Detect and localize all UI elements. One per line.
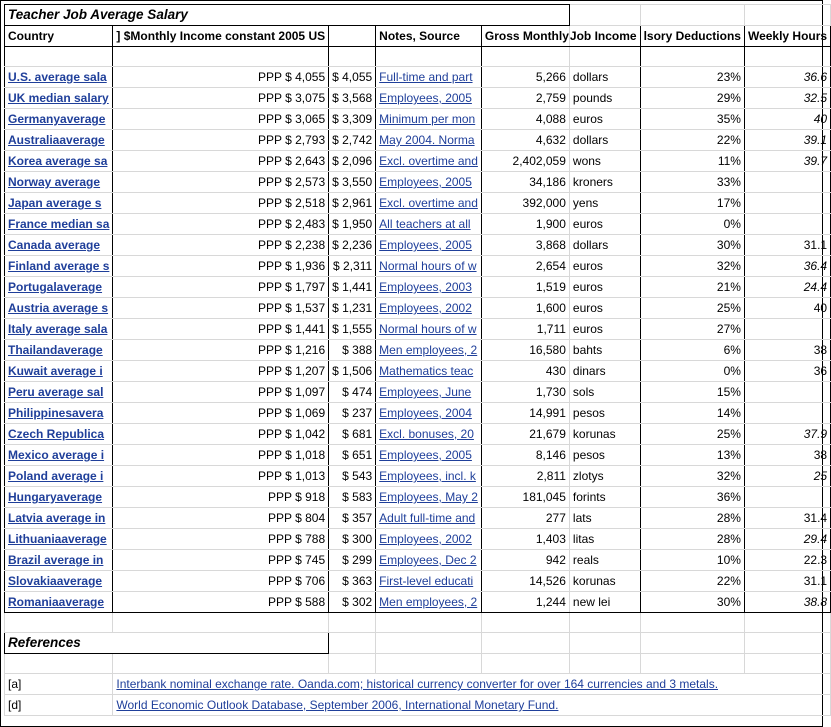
ppp-income-cell[interactable]: PPP $ 788 (113, 529, 329, 550)
table-row (5, 298, 831, 319)
empty-row (5, 613, 831, 633)
usd-income-cell[interactable]: $ 302 (329, 592, 376, 613)
currency-cell[interactable]: euros (569, 277, 640, 298)
notes-cell[interactable]: Mathematics teac (376, 361, 482, 382)
ppp-income-cell[interactable]: PPP $ 1,216 (113, 340, 329, 361)
country-cell[interactable]: Romaniaaverage (5, 592, 113, 613)
weekly-hours-cell[interactable]: 40 (744, 298, 830, 319)
currency-cell[interactable]: euros (569, 109, 640, 130)
header-deductions[interactable]: lsory Deductions (640, 26, 744, 47)
table-row (5, 571, 831, 592)
table-row (5, 214, 831, 235)
deductions-cell[interactable]: 30% (640, 592, 744, 613)
ppp-income-cell[interactable]: PPP $ 2,573 (113, 172, 329, 193)
usd-income-cell[interactable]: $ 1,231 (329, 298, 376, 319)
ppp-income-cell[interactable]: PPP $ 2,643 (113, 151, 329, 172)
gross-monthly-cell[interactable]: 942 (481, 550, 569, 571)
deductions-cell[interactable]: 25% (640, 424, 744, 445)
weekly-hours-cell[interactable]: 39.7 (744, 151, 830, 172)
currency-cell[interactable]: lats (569, 508, 640, 529)
table-row (5, 172, 831, 193)
weekly-hours-cell[interactable]: 39.1 (744, 130, 830, 151)
currency-cell[interactable]: euros (569, 214, 640, 235)
weekly-hours-cell[interactable]: 25 (744, 466, 830, 487)
usd-income-cell[interactable]: $ 474 (329, 382, 376, 403)
deductions-cell[interactable]: 0% (640, 214, 744, 235)
ppp-income-cell[interactable]: PPP $ 3,065 (113, 109, 329, 130)
ppp-income-cell[interactable]: PPP $ 1,537 (113, 298, 329, 319)
table-row (5, 487, 831, 508)
weekly-hours-cell[interactable]: 38.8 (744, 592, 830, 613)
country-cell[interactable]: UK median salary (5, 88, 113, 109)
country-cell[interactable]: Italy average sala (5, 319, 113, 340)
gross-monthly-cell[interactable]: 2,811 (481, 466, 569, 487)
ppp-income-cell[interactable]: PPP $ 1,013 (113, 466, 329, 487)
salary-table (4, 4, 831, 716)
deductions-cell[interactable]: 22% (640, 571, 744, 592)
usd-income-cell[interactable]: $ 237 (329, 403, 376, 424)
deductions-cell[interactable]: 33% (640, 172, 744, 193)
header-row (5, 26, 831, 47)
header-country[interactable]: Country (5, 26, 113, 47)
title-row (5, 5, 831, 26)
reference-item (5, 695, 831, 716)
weekly-hours-cell[interactable]: 29.4 (744, 529, 830, 550)
notes-cell[interactable]: Adult full-time and (376, 508, 482, 529)
country-cell[interactable]: Kuwait average i (5, 361, 113, 382)
weekly-hours-cell[interactable]: 36 (744, 361, 830, 382)
notes-cell[interactable]: Normal hours of w (376, 319, 482, 340)
weekly-hours-cell[interactable]: 32.5 (744, 88, 830, 109)
usd-income-cell[interactable]: $ 583 (329, 487, 376, 508)
table-row (5, 445, 831, 466)
empty-row (5, 654, 831, 674)
usd-income-cell[interactable]: $ 2,311 (329, 256, 376, 277)
usd-income-cell[interactable]: $ 3,568 (329, 88, 376, 109)
weekly-hours-cell[interactable] (744, 403, 830, 424)
usd-income-cell[interactable]: $ 1,555 (329, 319, 376, 340)
table-row (5, 382, 831, 403)
gross-monthly-cell[interactable]: 1,403 (481, 529, 569, 550)
weekly-hours-cell[interactable]: 40 (744, 109, 830, 130)
country-cell[interactable]: Norway average (5, 172, 113, 193)
sheet-title: Teacher Job Average Salary (5, 5, 570, 26)
ppp-income-cell[interactable]: PPP $ 2,518 (113, 193, 329, 214)
currency-cell[interactable]: dollars (569, 130, 640, 151)
deductions-cell[interactable]: 25% (640, 298, 744, 319)
ppp-income-cell[interactable]: PPP $ 1,042 (113, 424, 329, 445)
country-cell[interactable]: Czech Republica (5, 424, 113, 445)
notes-cell[interactable]: Employees, 2004 (376, 403, 482, 424)
deductions-cell[interactable]: 28% (640, 508, 744, 529)
currency-cell[interactable]: wons (569, 151, 640, 172)
currency-cell[interactable]: korunas (569, 424, 640, 445)
currency-cell[interactable]: pesos (569, 445, 640, 466)
gross-monthly-cell[interactable]: 34,186 (481, 172, 569, 193)
weekly-hours-cell[interactable]: 31.4 (744, 508, 830, 529)
notes-cell[interactable]: All teachers at all (376, 214, 482, 235)
notes-cell[interactable]: Employees, 2005 (376, 88, 482, 109)
currency-cell[interactable]: euros (569, 256, 640, 277)
gross-monthly-cell[interactable]: 2,759 (481, 88, 569, 109)
ppp-income-cell[interactable]: PPP $ 1,018 (113, 445, 329, 466)
deductions-cell[interactable]: 14% (640, 403, 744, 424)
weekly-hours-cell[interactable]: 31.1 (744, 235, 830, 256)
currency-cell[interactable]: sols (569, 382, 640, 403)
gross-monthly-cell[interactable]: 4,088 (481, 109, 569, 130)
deductions-cell[interactable]: 21% (640, 277, 744, 298)
weekly-hours-cell[interactable]: 36.6 (744, 67, 830, 88)
ppp-income-cell[interactable]: PPP $ 3,075 (113, 88, 329, 109)
notes-cell[interactable]: Excl. overtime and (376, 151, 482, 172)
gross-monthly-cell[interactable]: 1,244 (481, 592, 569, 613)
notes-cell[interactable]: Men employees, 2 (376, 340, 482, 361)
table-row (5, 151, 831, 172)
currency-cell[interactable]: euros (569, 298, 640, 319)
deductions-cell[interactable]: 29% (640, 88, 744, 109)
reference-tag: [a] (5, 674, 113, 695)
usd-income-cell[interactable]: $ 300 (329, 529, 376, 550)
usd-income-cell[interactable]: $ 1,506 (329, 361, 376, 382)
country-cell[interactable]: Latvia average in (5, 508, 113, 529)
ppp-income-cell[interactable]: PPP $ 2,483 (113, 214, 329, 235)
currency-cell[interactable]: reals (569, 550, 640, 571)
weekly-hours-cell[interactable]: 22.3 (744, 550, 830, 571)
notes-cell[interactable]: Normal hours of w (376, 256, 482, 277)
country-cell[interactable]: Finland average s (5, 256, 113, 277)
usd-income-cell[interactable]: $ 681 (329, 424, 376, 445)
country-cell[interactable]: Philippinesavera (5, 403, 113, 424)
deductions-cell[interactable]: 0% (640, 361, 744, 382)
gross-monthly-cell[interactable]: 2,654 (481, 256, 569, 277)
usd-income-cell[interactable]: $ 543 (329, 466, 376, 487)
ppp-income-cell[interactable]: PPP $ 1,797 (113, 277, 329, 298)
country-cell[interactable]: Lithuaniaaverage (5, 529, 113, 550)
table-row (5, 361, 831, 382)
weekly-hours-cell[interactable] (744, 193, 830, 214)
weekly-hours-cell[interactable]: 36.4 (744, 256, 830, 277)
references-title: References (5, 633, 329, 654)
weekly-hours-cell[interactable]: 31.1 (744, 571, 830, 592)
header-gross-monthly[interactable]: Gross Monthly (481, 26, 569, 47)
ppp-income-cell[interactable]: PPP $ 804 (113, 508, 329, 529)
references-row (5, 633, 831, 654)
gross-monthly-cell[interactable]: 2,402,059 (481, 151, 569, 172)
currency-cell[interactable]: litas (569, 529, 640, 550)
deductions-cell[interactable]: 27% (640, 319, 744, 340)
currency-cell[interactable]: pesos (569, 403, 640, 424)
header-weekly-hours[interactable]: Weekly Hours (744, 26, 830, 47)
notes-cell[interactable]: Employees, 2002 (376, 298, 482, 319)
usd-income-cell[interactable]: $ 1,441 (329, 277, 376, 298)
ppp-income-cell[interactable]: PPP $ 918 (113, 487, 329, 508)
usd-income-cell[interactable]: $ 357 (329, 508, 376, 529)
table-row (5, 256, 831, 277)
country-cell[interactable]: Brazil average in (5, 550, 113, 571)
deductions-cell[interactable]: 35% (640, 109, 744, 130)
table-row (5, 88, 831, 109)
ppp-income-cell[interactable]: PPP $ 588 (113, 592, 329, 613)
gross-monthly-cell[interactable]: 181,045 (481, 487, 569, 508)
deductions-cell[interactable]: 28% (640, 529, 744, 550)
country-cell[interactable]: Canada average (5, 235, 113, 256)
reference-link[interactable]: Interbank nominal exchange rate. Oanda.com; historical currency converter for over 164 currencies and 3 metals. (113, 674, 831, 695)
notes-cell[interactable]: May 2004. Norma (376, 130, 482, 151)
gross-monthly-cell[interactable]: 5,266 (481, 67, 569, 88)
usd-income-cell[interactable]: $ 2,961 (329, 193, 376, 214)
table-row (5, 550, 831, 571)
notes-cell[interactable]: Employees, 2003 (376, 277, 482, 298)
usd-income-cell[interactable]: $ 1,950 (329, 214, 376, 235)
ppp-income-cell[interactable]: PPP $ 1,936 (113, 256, 329, 277)
usd-income-cell[interactable]: $ 3,309 (329, 109, 376, 130)
usd-income-cell[interactable]: $ 2,096 (329, 151, 376, 172)
deductions-cell[interactable]: 22% (640, 130, 744, 151)
table-row (5, 403, 831, 424)
deductions-cell[interactable]: 6% (640, 340, 744, 361)
weekly-hours-cell[interactable]: 38 (744, 340, 830, 361)
country-cell[interactable]: Mexico average i (5, 445, 113, 466)
notes-cell[interactable]: Excl. overtime and (376, 193, 482, 214)
deductions-cell[interactable]: 30% (640, 235, 744, 256)
gross-monthly-cell[interactable]: 1,730 (481, 382, 569, 403)
currency-cell[interactable]: yens (569, 193, 640, 214)
gross-monthly-cell[interactable]: 16,580 (481, 340, 569, 361)
spacer-row (5, 47, 831, 67)
country-cell[interactable]: Austria average s (5, 298, 113, 319)
table-row (5, 592, 831, 613)
country-cell[interactable]: France median sa (5, 214, 113, 235)
table-row (5, 130, 831, 151)
country-cell[interactable]: Thailandaverage (5, 340, 113, 361)
ppp-income-cell[interactable]: PPP $ 1,207 (113, 361, 329, 382)
weekly-hours-cell[interactable]: 24.4 (744, 277, 830, 298)
currency-cell[interactable]: bahts (569, 340, 640, 361)
country-cell[interactable]: Peru average sal (5, 382, 113, 403)
currency-cell[interactable]: dollars (569, 67, 640, 88)
country-cell[interactable]: Poland average i (5, 466, 113, 487)
usd-income-cell[interactable]: $ 2,236 (329, 235, 376, 256)
currency-cell[interactable]: dollars (569, 235, 640, 256)
header-job-income[interactable]: Job Income (569, 26, 640, 47)
table-row (5, 277, 831, 298)
currency-cell[interactable]: euros (569, 319, 640, 340)
notes-cell[interactable]: Employees, 2005 (376, 235, 482, 256)
usd-income-cell[interactable]: $ 3,550 (329, 172, 376, 193)
usd-income-cell[interactable]: $ 2,742 (329, 130, 376, 151)
reference-item (5, 674, 831, 695)
header-monthly-income[interactable]: Monthly Income constant 2005 US$ [ (113, 26, 329, 47)
deductions-cell[interactable]: 17% (640, 193, 744, 214)
currency-cell[interactable]: dinars (569, 361, 640, 382)
country-cell[interactable]: Japan average s (5, 193, 113, 214)
notes-cell[interactable]: Employees, 2005 (376, 172, 482, 193)
notes-cell[interactable]: Excl. bonuses, 20 (376, 424, 482, 445)
gross-monthly-cell[interactable]: 14,991 (481, 403, 569, 424)
table-row (5, 235, 831, 256)
gross-monthly-cell[interactable]: 14,526 (481, 571, 569, 592)
gross-monthly-cell[interactable]: 3,868 (481, 235, 569, 256)
header-notes[interactable]: Notes, Source (376, 26, 482, 47)
deductions-cell[interactable]: 36% (640, 487, 744, 508)
currency-cell[interactable]: pounds (569, 88, 640, 109)
gross-monthly-cell[interactable]: 430 (481, 361, 569, 382)
country-cell[interactable]: Australiaaverage (5, 130, 113, 151)
gross-monthly-cell[interactable]: 1,711 (481, 319, 569, 340)
deductions-cell[interactable]: 15% (640, 382, 744, 403)
weekly-hours-cell[interactable]: 38 (744, 445, 830, 466)
notes-cell[interactable]: Employees, 2002 (376, 529, 482, 550)
ppp-income-cell[interactable]: PPP $ 2,793 (113, 130, 329, 151)
currency-cell[interactable]: new lei (569, 592, 640, 613)
deductions-cell[interactable]: 32% (640, 256, 744, 277)
reference-tag: [d] (5, 695, 113, 716)
usd-income-cell[interactable]: $ 299 (329, 550, 376, 571)
ppp-income-cell[interactable]: PPP $ 1,097 (113, 382, 329, 403)
gross-monthly-cell[interactable]: 277 (481, 508, 569, 529)
ppp-income-cell[interactable]: PPP $ 1,441 (113, 319, 329, 340)
gross-monthly-cell[interactable]: 21,679 (481, 424, 569, 445)
deductions-cell[interactable]: 32% (640, 466, 744, 487)
weekly-hours-cell[interactable] (744, 214, 830, 235)
notes-cell[interactable]: Minimum per mon (376, 109, 482, 130)
reference-link[interactable]: World Economic Outlook Database, September 2006, International Monetary Fund. (113, 695, 831, 716)
notes-cell[interactable]: Employees, May 2 (376, 487, 482, 508)
usd-income-cell[interactable]: $ 363 (329, 571, 376, 592)
usd-income-cell[interactable]: $ 388 (329, 340, 376, 361)
weekly-hours-cell[interactable] (744, 382, 830, 403)
usd-income-cell[interactable]: $ 651 (329, 445, 376, 466)
weekly-hours-cell[interactable] (744, 172, 830, 193)
gross-monthly-cell[interactable]: 8,146 (481, 445, 569, 466)
deductions-cell[interactable]: 23% (640, 67, 744, 88)
deductions-cell[interactable]: 13% (640, 445, 744, 466)
country-cell[interactable]: Korea average sa (5, 151, 113, 172)
gross-monthly-cell[interactable]: 1,600 (481, 298, 569, 319)
notes-cell[interactable]: Employees, Dec 2 (376, 550, 482, 571)
notes-cell[interactable]: Employees, 2005 (376, 445, 482, 466)
ppp-income-cell[interactable]: PPP $ 706 (113, 571, 329, 592)
gross-monthly-cell[interactable]: 1,900 (481, 214, 569, 235)
currency-cell[interactable]: zlotys (569, 466, 640, 487)
ppp-income-cell[interactable]: PPP $ 1,069 (113, 403, 329, 424)
usd-income-cell[interactable]: $ 4,055 (329, 67, 376, 88)
gross-monthly-cell[interactable]: 1,519 (481, 277, 569, 298)
currency-cell[interactable]: forints (569, 487, 640, 508)
currency-cell[interactable]: korunas (569, 571, 640, 592)
country-cell[interactable]: Portugalaverage (5, 277, 113, 298)
table-row (5, 466, 831, 487)
ppp-income-cell[interactable]: PPP $ 745 (113, 550, 329, 571)
notes-cell[interactable]: Men employees, 2 (376, 592, 482, 613)
ppp-income-cell[interactable]: PPP $ 2,238 (113, 235, 329, 256)
table-row (5, 67, 831, 88)
currency-cell[interactable]: kroners (569, 172, 640, 193)
table-row (5, 193, 831, 214)
weekly-hours-cell[interactable] (744, 487, 830, 508)
ppp-income-cell[interactable]: PPP $ 4,055 (113, 67, 329, 88)
table-row (5, 319, 831, 340)
table-row (5, 109, 831, 130)
notes-cell[interactable]: Employees, incl. k (376, 466, 482, 487)
table-row (5, 508, 831, 529)
notes-cell[interactable]: Full-time and part (376, 67, 482, 88)
notes-cell[interactable]: First-level educati (376, 571, 482, 592)
weekly-hours-cell[interactable] (744, 319, 830, 340)
table-row (5, 340, 831, 361)
country-cell[interactable]: Germanyaverage (5, 109, 113, 130)
weekly-hours-cell[interactable]: 37.9 (744, 424, 830, 445)
notes-cell[interactable]: Employees, June (376, 382, 482, 403)
country-cell[interactable]: Hungaryaverage (5, 487, 113, 508)
country-cell[interactable]: Slovakiaaverage (5, 571, 113, 592)
deductions-cell[interactable]: 10% (640, 550, 744, 571)
gross-monthly-cell[interactable]: 4,632 (481, 130, 569, 151)
deductions-cell[interactable]: 11% (640, 151, 744, 172)
country-cell[interactable]: U.S. average sala (5, 67, 113, 88)
gross-monthly-cell[interactable]: 392,000 (481, 193, 569, 214)
table-row (5, 529, 831, 550)
table-row (5, 424, 831, 445)
